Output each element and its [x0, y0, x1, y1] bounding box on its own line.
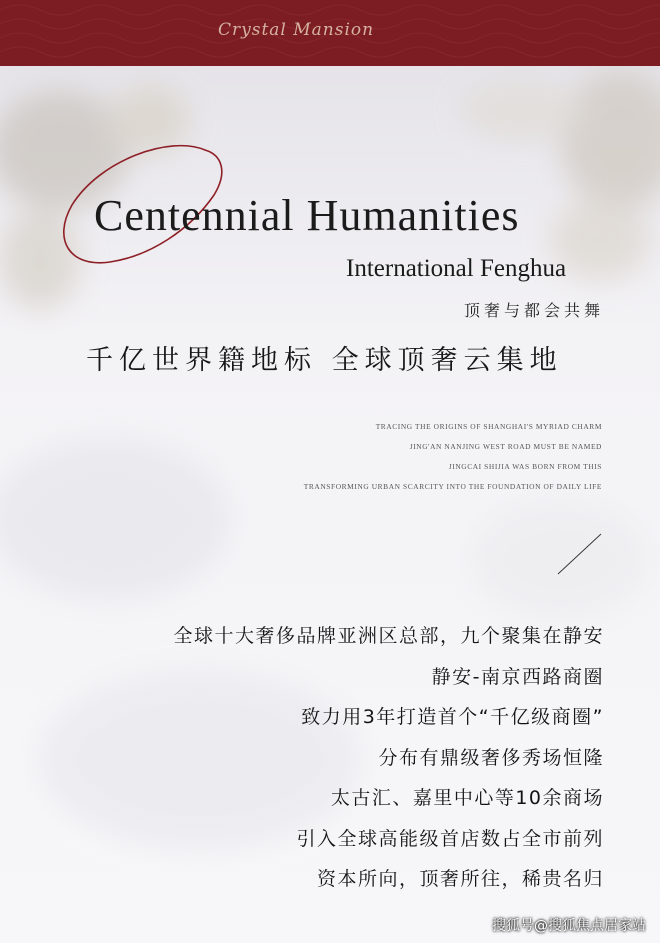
chinese-text-block	[173, 616, 604, 900]
tagline: 顶奢与都会共舞	[463, 301, 604, 320]
page-subtitle: International Fenghua	[346, 255, 567, 282]
header-band	[0, 0, 660, 66]
chinese-line: 分布有鼎级奢侈秀场恒隆	[378, 746, 604, 769]
brand-logo-text: Crystal Mansion	[218, 20, 375, 40]
english-line: JINGCAI SHIJIA WAS BORN FROM THIS	[448, 462, 602, 471]
english-line: TRANSFORMING URBAN SCARCITY INTO THE FOUNDATION OF DAILY LIFE	[303, 482, 602, 491]
english-line: TRACING THE ORIGINS OF SHANGHAI'S MYRIAD CHARM	[375, 422, 602, 431]
english-text-block	[304, 417, 602, 497]
chinese-line: 全球十大奢侈品牌亚洲区总部，九个聚集在静安	[173, 625, 604, 647]
headline: 千亿世界籍地标 全球顶奢云集地	[86, 345, 563, 376]
chinese-line: 静安-南京西路商圈	[431, 665, 604, 688]
english-line: JING'AN NANJING WEST ROAD MUST BE NAMED	[409, 442, 602, 451]
page-title: Centennial Humanities	[94, 191, 520, 240]
chinese-line: 引入全球高能级首店数占全市前列	[296, 827, 604, 850]
watermark: 搜狐号@搜狐焦点居家站	[492, 918, 646, 934]
chinese-line: 资本所向，顶奢所往，稀贵名归	[316, 868, 604, 890]
chinese-line: 太古汇、嘉里中心等10余商场	[330, 787, 604, 809]
chinese-line: 致力用3年打造首个“千亿级商圈”	[301, 706, 604, 728]
